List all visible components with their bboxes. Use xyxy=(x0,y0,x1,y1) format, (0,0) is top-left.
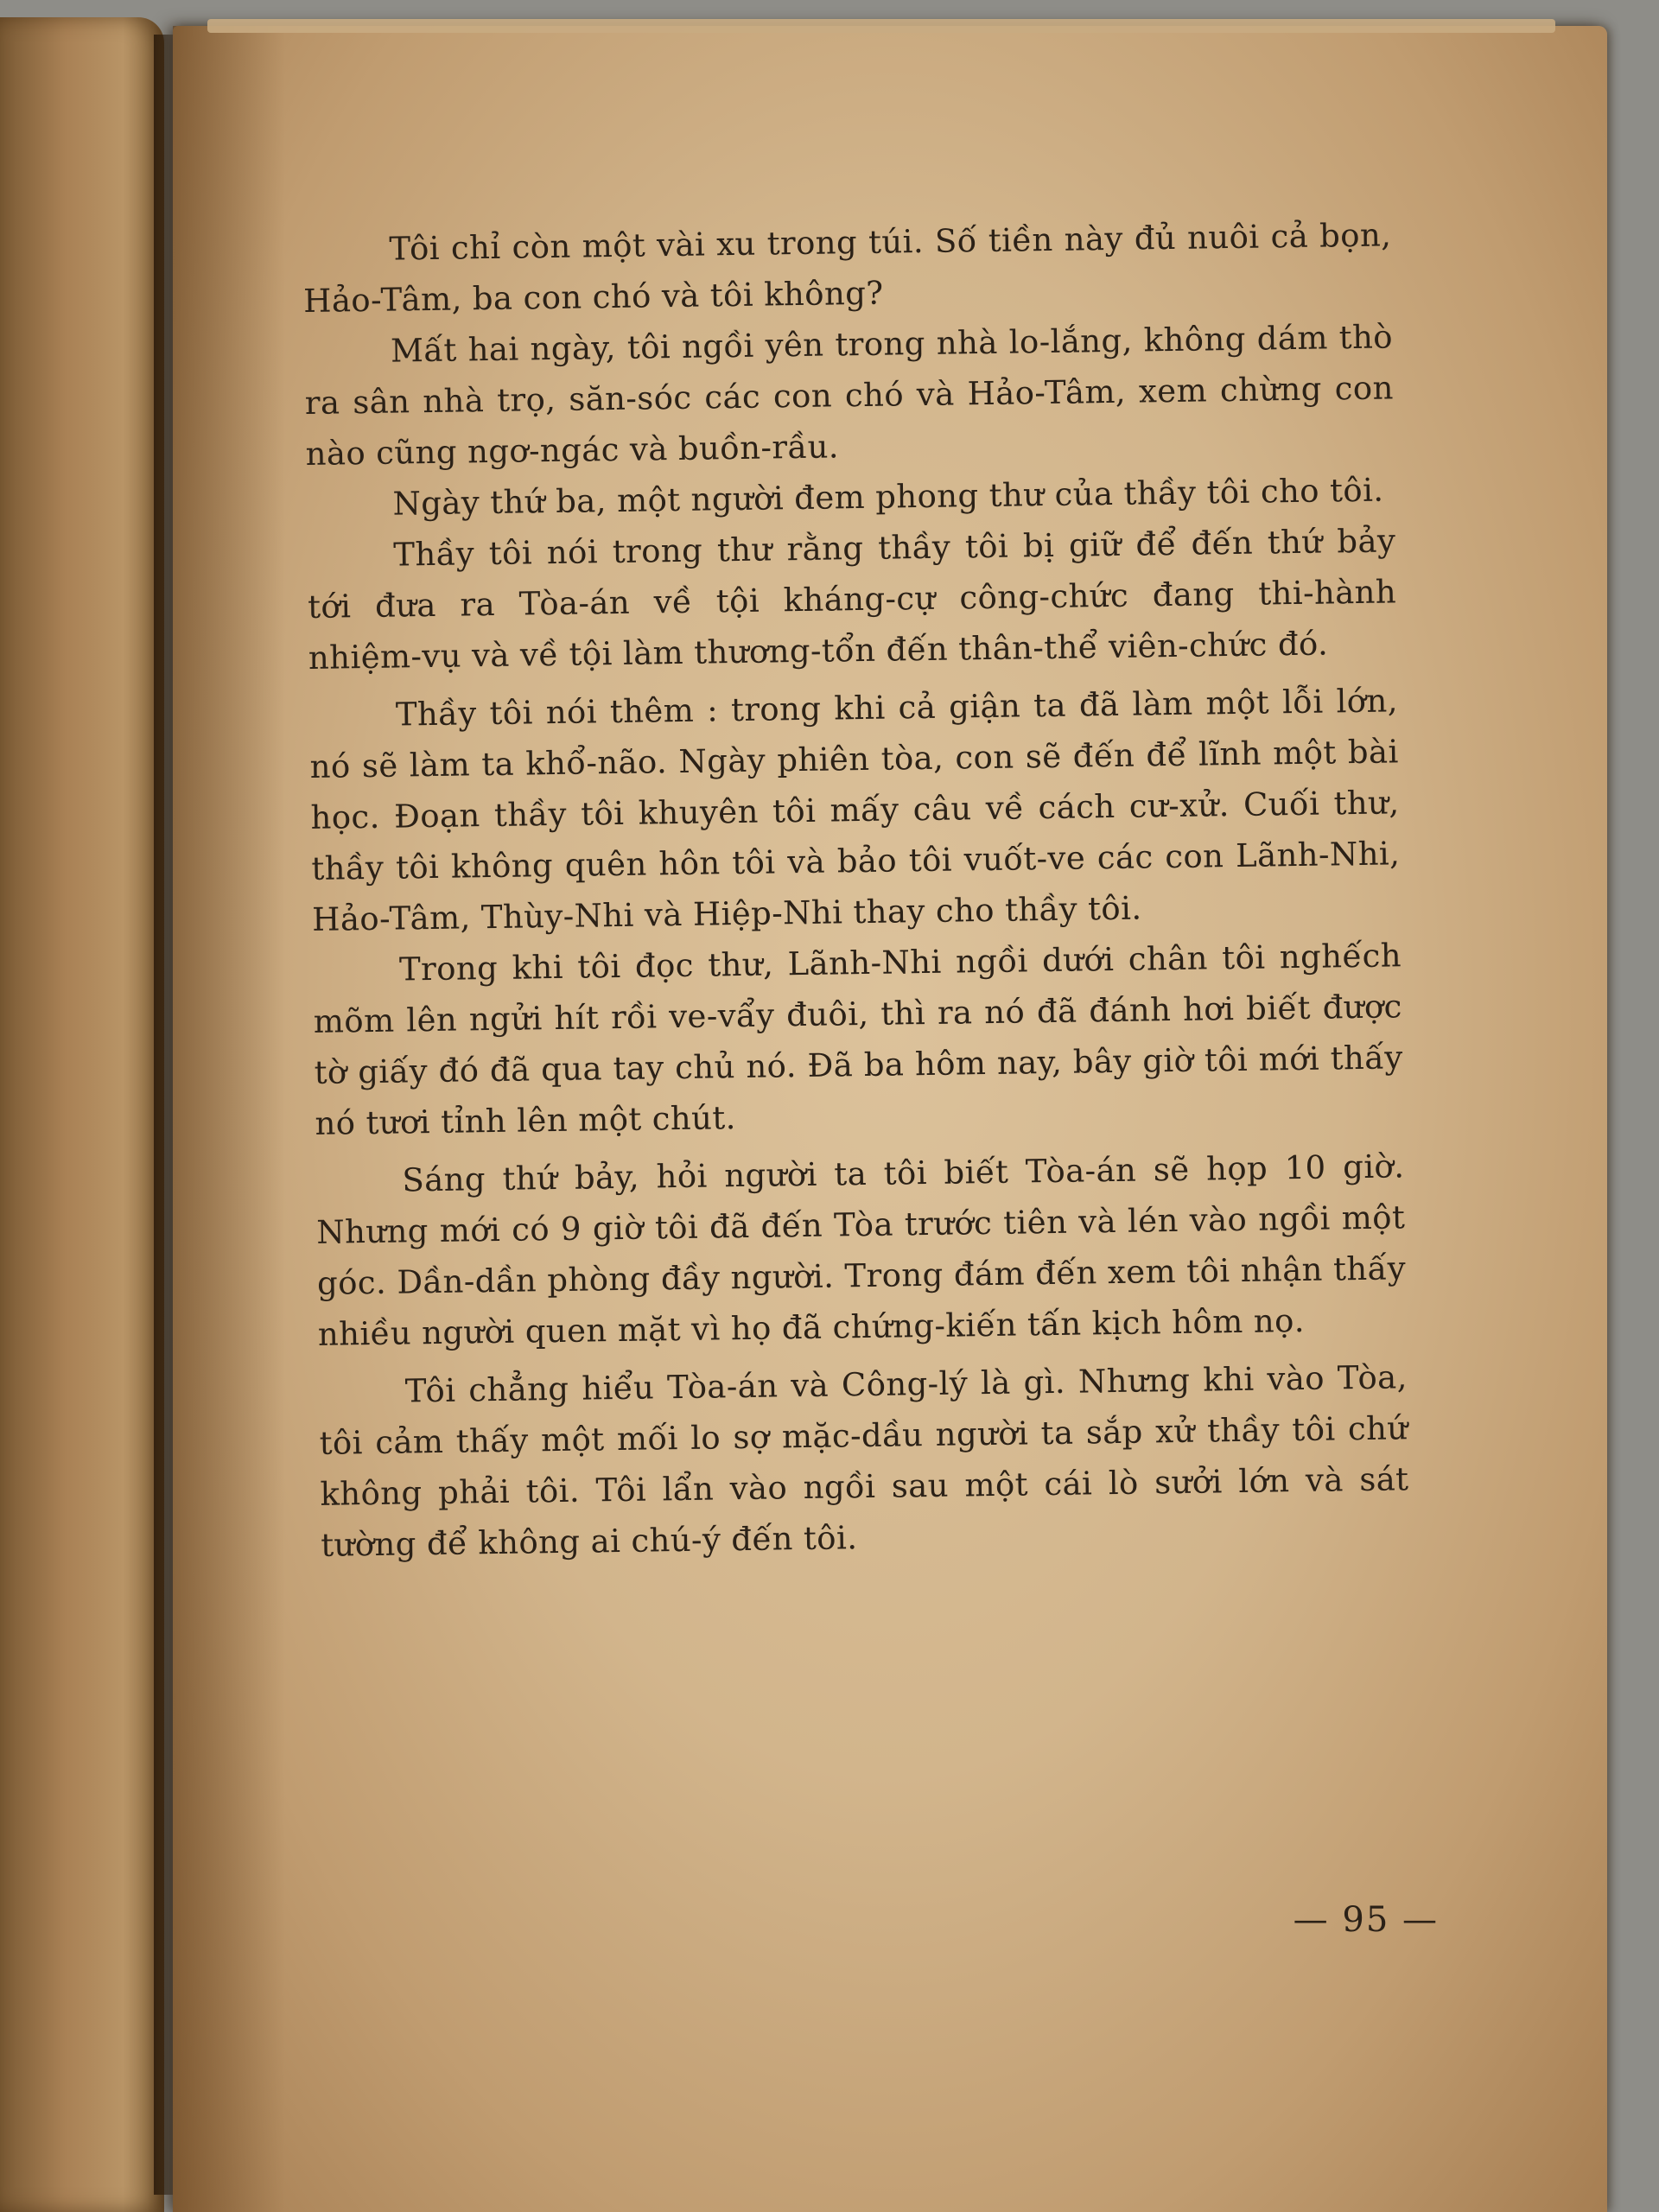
paragraph-2: Mất hai ngày, tôi ngồi yên trong nhà lo-lắng, không dám thò ra sân nhà trọ, săn-sóc các con chó và Hảo-Tâm, xem chừng con nào cũng ngơ-ngác và buồn-rầu. xyxy=(304,318,1395,473)
paragraph-3: Ngày thứ ba, một người đem phong thư của thầy tôi cho tôi. xyxy=(392,471,1384,523)
paragraph-7: Sáng thứ bảy, hỏi người ta tôi biết Tòa-án sẽ họp 10 giờ. Nhưng mới có 9 giờ tôi đã đến Tòa trước tiên và lén vào ngồi một góc. Dần-dần phòng đầy người. Trong đám đến xem tôi nhận thấy nhiều người quen mặt vì họ đã chứng-kiến tấn kịch hôm nọ. xyxy=(315,1147,1407,1353)
paragraph-1: Tôi chỉ còn một vài xu trong túi. Số tiền này đủ nuôi cả bọn, Hảo-Tâm, ba con chó và tôi không? xyxy=(302,216,1392,320)
page-text xyxy=(302,209,1410,1570)
paragraph-6: Trong khi tôi đọc thư, Lãnh-Nhi ngồi dưới chân tôi nghếch mõm lên ngửi hít rồi ve-vẩy đuôi, thì ra nó đã đánh hơi biết được tờ giấy đó đã qua tay chủ nó. Đã ba hôm nay, bây giờ tôi mới thấy nó tươi tỉnh lên một chút. xyxy=(313,937,1403,1142)
page-number: — 95 — xyxy=(1293,1900,1439,1940)
left-page-edge xyxy=(0,17,164,2212)
paragraph-4: Thầy tôi nói trong thư rằng thầy tôi bị giữ để đến thứ bảy tới đưa ra Tòa-án về tội kháng-cự công-chức đang thi-hành nhiệm-vụ và về tội làm thương-tổn đến thân-thể viên-chức đó. xyxy=(307,522,1397,677)
book-page xyxy=(173,26,1607,2212)
paragraph-5: Thầy tôi nói thêm : trong khi cả giận ta đã làm một lỗi lớn, nó sẽ làm ta khổ-não. Ngày phiên tòa, con sẽ đến để lĩnh một bài học. Đoạn thầy tôi khuyên tôi mấy câu về cách cư-xử. Cuối thư, thầy tôi không quên hôn tôi và bảo tôi vuốt-ve các con Lãnh-Nhi, Hảo-Tâm, Thùy-Nhi và Hiệp-Nhi thay cho thầy tôi. xyxy=(309,682,1401,938)
paragraph-8: Tôi chẳng hiểu Tòa-án và Công-lý là gì. Nhưng khi vào Tòa, tôi cảm thấy một mối lo sợ mặc-dầu người ta sắp xử thầy tôi chứ không phải tôi. Tôi lẩn vào ngồi sau một cái lò sưởi lớn và sát tường để không ai chú-ý đến tôi. xyxy=(319,1358,1409,1564)
page-top-edge xyxy=(207,19,1555,33)
